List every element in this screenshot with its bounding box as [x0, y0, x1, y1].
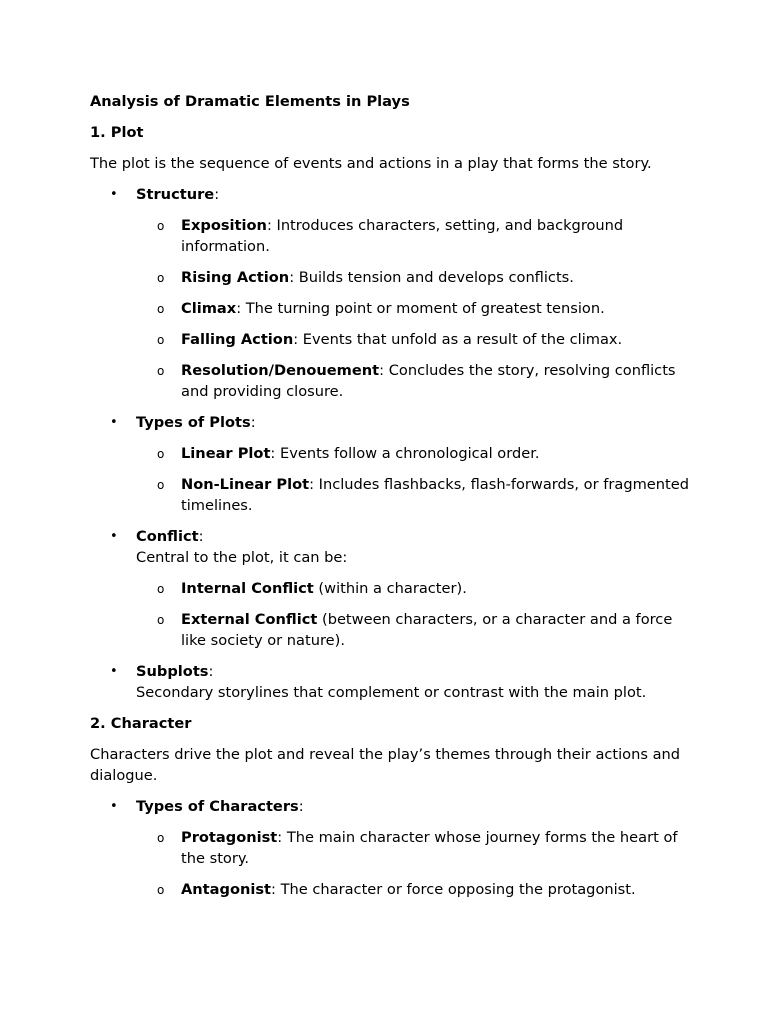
list-item-text: Central to the plot, it can be: [136, 549, 348, 566]
colon: : [298, 798, 304, 815]
bullet-icon: • [110, 529, 118, 544]
description: (between characters, or a character and a force like society or nature). [181, 611, 673, 649]
list-item-structure [90, 184, 690, 205]
circle-bullet-icon: o [157, 613, 165, 627]
bullet-icon: • [110, 799, 118, 814]
description: : Includes flashbacks, flash-forwards, or fragmented timelines. [181, 476, 689, 514]
term: External Conflict [181, 611, 318, 628]
sublist-item [90, 360, 690, 402]
sublist-item [90, 215, 690, 257]
sublist-item [90, 267, 690, 288]
plot-intro: The plot is the sequence of events and actions in a play that forms the story. [90, 155, 652, 172]
sublist-item [90, 474, 690, 516]
section-heading-plot: 1. Plot [90, 124, 144, 141]
sublist-item [90, 609, 690, 651]
sublist-item [90, 827, 690, 869]
circle-bullet-icon: o [157, 447, 165, 461]
circle-bullet-icon: o [157, 333, 165, 347]
document-page [90, 91, 690, 910]
list-label: Types of Plots [136, 414, 251, 431]
description: : Introduces characters, setting, and background information. [181, 217, 624, 255]
description: : The character or force opposing the protagonist. [271, 881, 636, 898]
description: : The main character whose journey forms the heart of the story. [181, 829, 678, 867]
bullet-icon: • [110, 664, 118, 679]
bullet-icon: • [110, 415, 118, 430]
list-item-types-of-plots [90, 412, 690, 433]
circle-bullet-icon: o [157, 582, 165, 596]
colon: : [214, 186, 220, 203]
description: : The turning point or moment of greatest tension. [236, 300, 605, 317]
sublist-item [90, 879, 690, 900]
character-intro: Characters drive the plot and reveal the play’s themes through their actions and dialogue. [90, 746, 681, 784]
circle-bullet-icon: o [157, 831, 165, 845]
circle-bullet-icon: o [157, 271, 165, 285]
document-title: Analysis of Dramatic Elements in Plays [90, 93, 410, 110]
term: Internal Conflict [181, 580, 314, 597]
bullet-icon: • [110, 187, 118, 202]
list-label: Subplots [136, 663, 209, 680]
description: : Events that unfold as a result of the climax. [293, 331, 623, 348]
list-label: Types of Characters [136, 798, 299, 815]
sublist-item [90, 578, 690, 599]
colon: : [250, 414, 256, 431]
circle-bullet-icon: o [157, 883, 165, 897]
description: : Events follow a chronological order. [270, 445, 540, 462]
list-item-text: Secondary storylines that complement or contrast with the main plot. [136, 684, 647, 701]
sublist-item [90, 298, 690, 319]
description: : Concludes the story, resolving conflicts and providing closure. [181, 362, 676, 400]
circle-bullet-icon: o [157, 478, 165, 492]
term: Rising Action [181, 269, 290, 286]
section-heading-character: 2. Character [90, 715, 192, 732]
colon: : [208, 663, 214, 680]
sublist-item [90, 443, 690, 464]
list-item-subplots [90, 661, 690, 703]
description: : Builds tension and develops conflicts. [289, 269, 574, 286]
term: Climax [181, 300, 237, 317]
list-item-types-of-characters [90, 796, 690, 817]
circle-bullet-icon: o [157, 302, 165, 316]
list-label: Structure [136, 186, 215, 203]
circle-bullet-icon: o [157, 219, 165, 233]
description: (within a character). [313, 580, 467, 597]
term: Resolution/Denouement [181, 362, 380, 379]
term: Protagonist [181, 829, 278, 846]
list-item-conflict [90, 526, 690, 568]
circle-bullet-icon: o [157, 364, 165, 378]
term: Exposition [181, 217, 267, 234]
term: Antagonist [181, 881, 272, 898]
colon: : [198, 528, 204, 545]
sublist-item [90, 329, 690, 350]
term: Linear Plot [181, 445, 271, 462]
term: Falling Action [181, 331, 294, 348]
list-label: Conflict [136, 528, 199, 545]
term: Non-Linear Plot [181, 476, 310, 493]
